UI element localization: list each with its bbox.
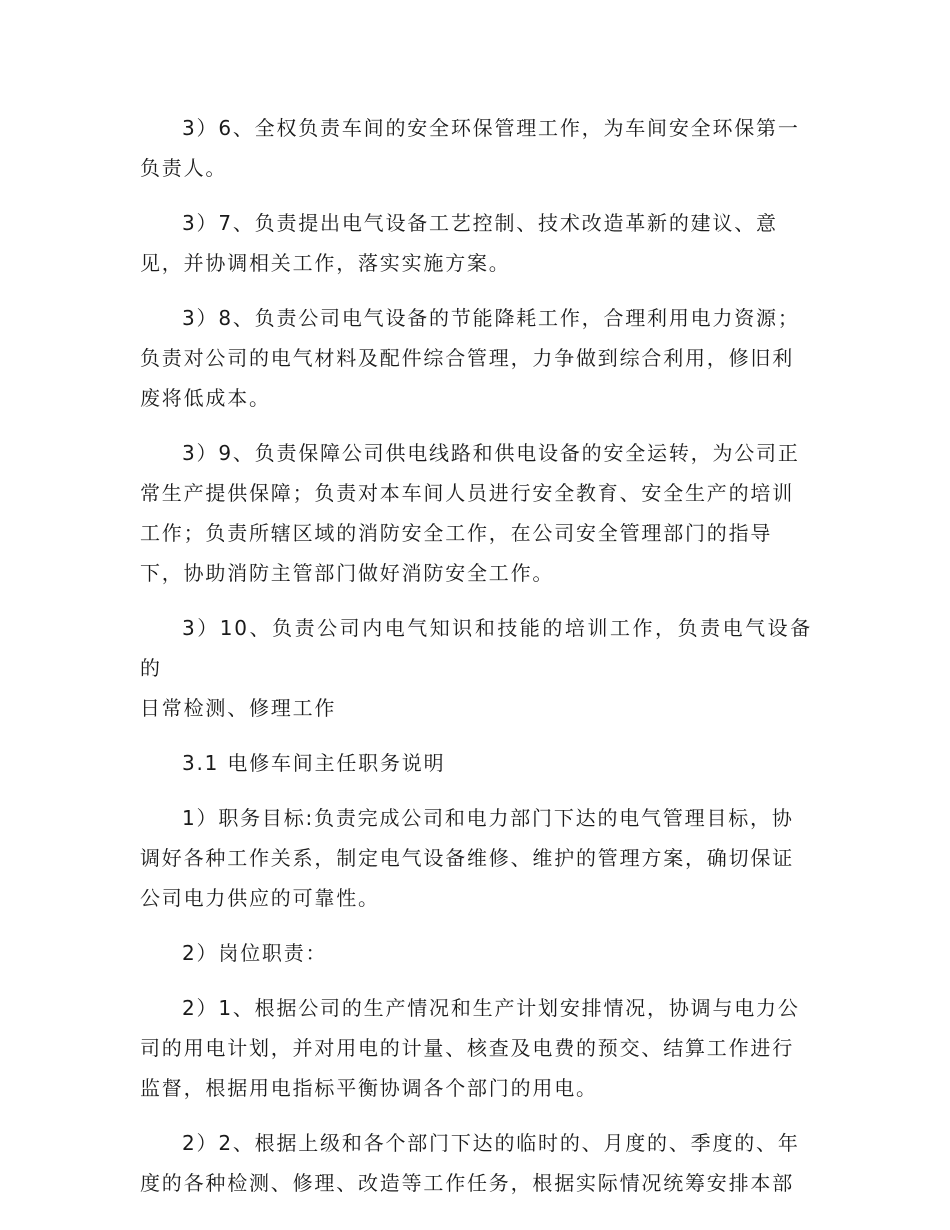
section-heading-3-1 — [140, 743, 812, 783]
paragraph-3-9 — [140, 433, 812, 593]
paragraph-job-objective — [140, 798, 812, 918]
text-line: 司的用电计划，并对用电的计量、核查及电费的预交、结算工作进行 — [140, 1036, 794, 1060]
text-line: 监督，根据用电指标平衡协调各个部门的用电。 — [140, 1076, 598, 1100]
text-line: 2）2、根据上级和各个部门下达的临时的、月度的、季度的、年 — [182, 1131, 800, 1155]
text-line: 1）职务目标:负责完成公司和电力部门下达的电气管理目标，协 — [182, 806, 794, 830]
text-line: 常生产提供保障；负责对本车间人员进行安全教育、安全生产的培训 — [140, 481, 794, 505]
text-line: 调好各种工作关系，制定电气设备维修、维护的管理方案，确切保证 — [140, 846, 794, 870]
document-body — [140, 108, 812, 1218]
paragraph-3-7 — [140, 203, 812, 283]
paragraph-2-1 — [140, 988, 812, 1108]
text-line: 3）10、负责公司内电气知识和技能的培训工作，负责电气设备的 — [140, 616, 812, 680]
paragraph-3-6 — [140, 108, 812, 188]
paragraph-3-10 — [140, 608, 812, 728]
text-line: 3）8、负责公司电气设备的节能降耗工作，合理利用电力资源； — [182, 306, 800, 330]
text-line: 废将低成本。 — [140, 386, 271, 410]
text-line: 2）1、根据公司的生产情况和生产计划安排情况，协调与电力公 — [182, 996, 800, 1020]
text-line: 负责对公司的电气材料及配件综合管理，力争做到综合利用，修旧利 — [140, 346, 794, 370]
text-line: 2）岗位职责： — [182, 941, 328, 965]
paragraph-2-2 — [140, 1123, 812, 1203]
text-line: 负责人。 — [140, 156, 228, 180]
text-line: 下，协助消防主管部门做好消防安全工作。 — [140, 561, 555, 585]
text-line: 日常检测、修理工作 — [140, 696, 337, 720]
text-line: 公司电力供应的可靠性。 — [140, 886, 380, 910]
text-line: 3.1 电修车间主任职务说明 — [182, 751, 446, 775]
text-line: 工作；负责所辖区域的消防安全工作，在公司安全管理部门的指导 — [140, 521, 773, 545]
text-line: 3）9、负责保障公司供电线路和供电设备的安全运转，为公司正 — [182, 441, 800, 465]
text-line: 3）7、负责提出电气设备工艺控制、技术改造革新的建议、意 — [182, 211, 778, 235]
text-line: 见，并协调相关工作，落实实施方案。 — [140, 251, 511, 275]
paragraph-3-8 — [140, 298, 812, 418]
text-line: 度的各种检测、修理、改造等工作任务，根据实际情况统筹安排本部 — [140, 1171, 794, 1195]
text-line: 3）6、全权负责车间的安全环保管理工作，为车间安全环保第一 — [182, 116, 800, 140]
paragraph-job-duties-heading — [140, 933, 812, 973]
